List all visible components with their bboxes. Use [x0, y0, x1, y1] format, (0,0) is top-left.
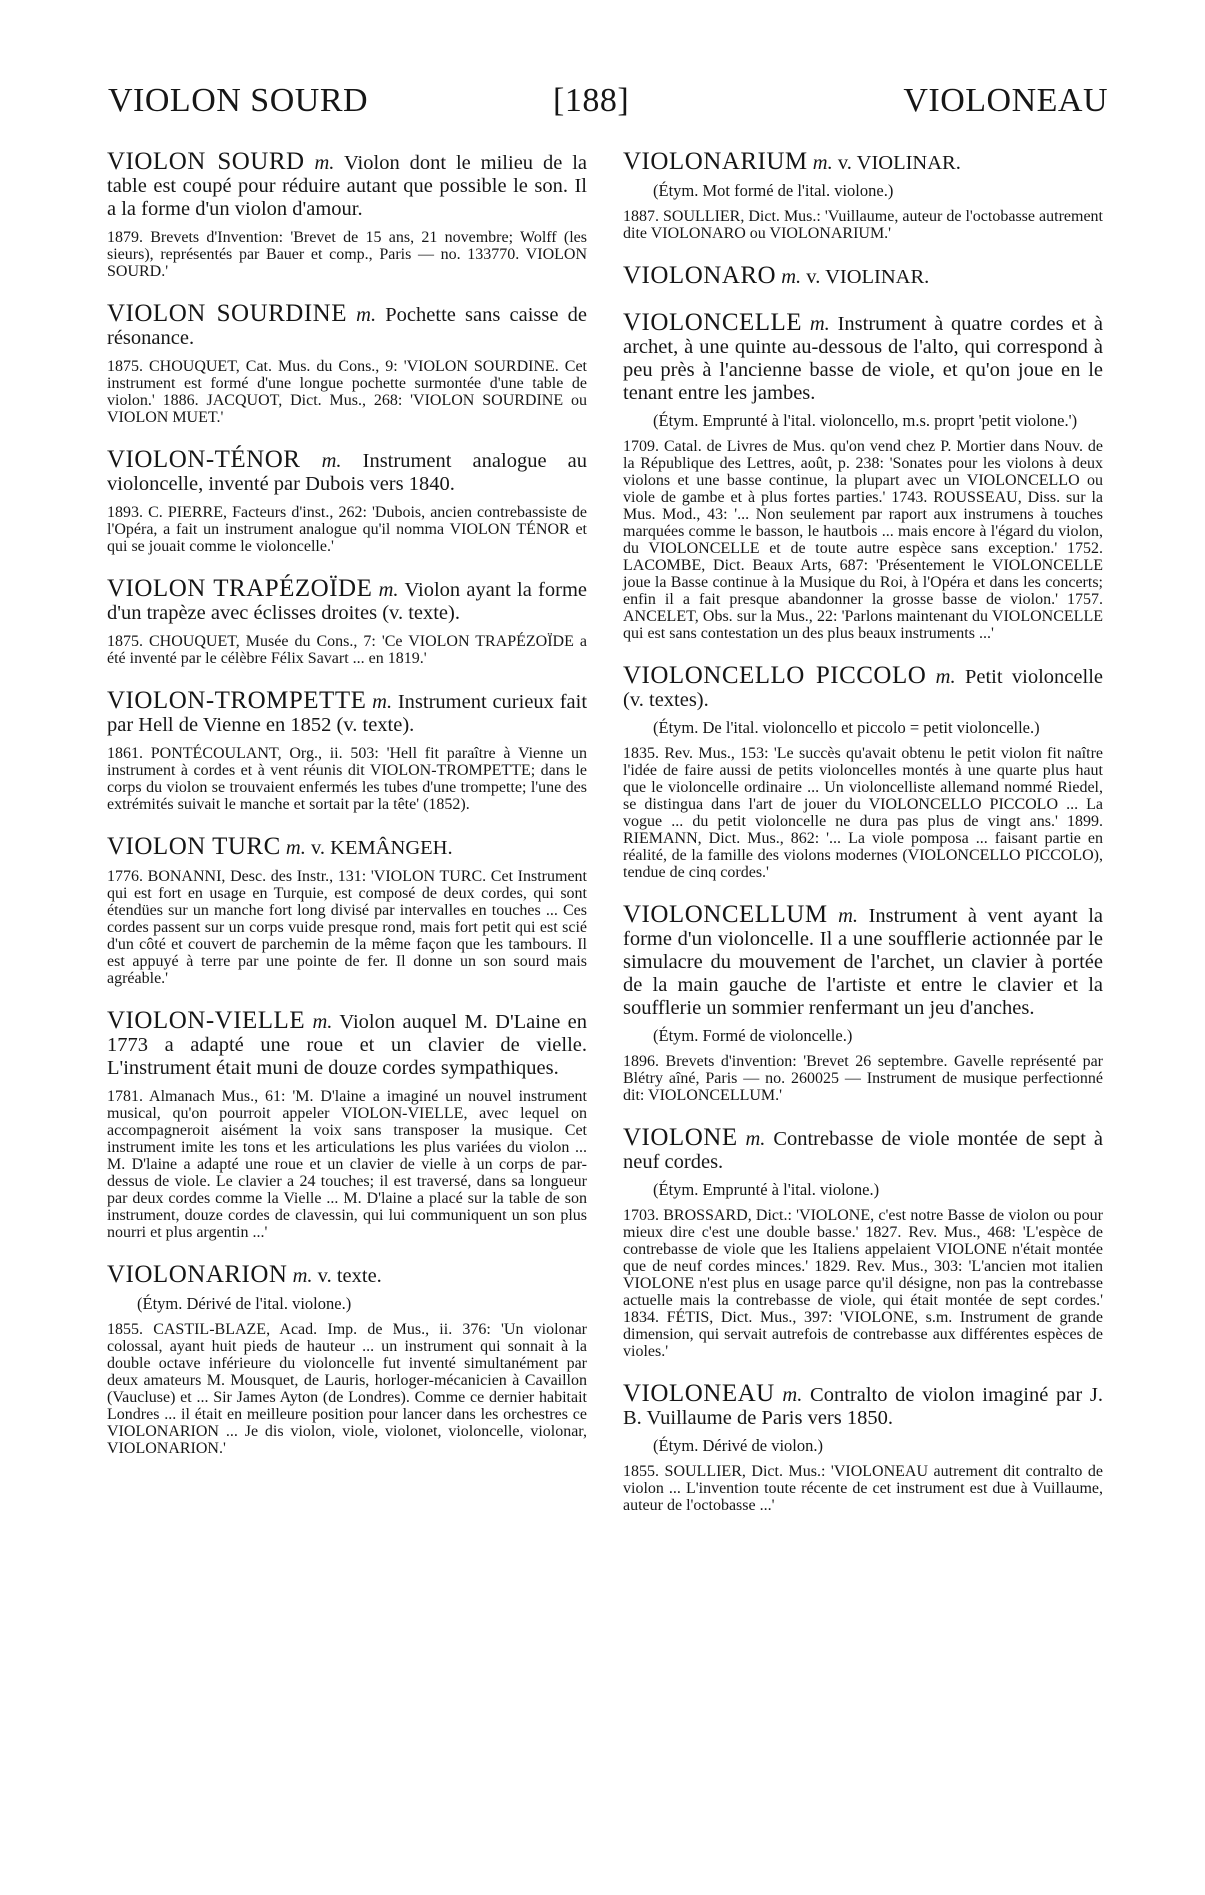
- entry-definition-block: [107, 150, 587, 221]
- dictionary-entry: [107, 689, 587, 813]
- entry-definition: Instrument analogue au violoncelle, inventé par Dubois vers 1840.: [107, 450, 587, 495]
- dictionary-entry: [623, 1382, 1103, 1514]
- entry-citation: 1709. Catal. de Livres de Mus. qu'on vend chez P. Mortier dans Nouv. de la République des Lettres, août, p. 238: 'Sonates pour les violons à deux violons et une basse continue, la plupart avec un VIOLONCELLO ou viole de gambe et à plus fortes parties.' 1743. ROUSSEAU, Diss. sur la Mus. Mod., 43: '... Non seulement par raport aux instrumens à touches marquées comme le basson, le hautbois ... mais encore à l'égard du violon, du VIOLONCELLE et de toute autre espèce sans exception.' 1752. LACOMBE, Dict. Beaux Arts, 687: 'Présentement le VIOLONCELLE joue la Basse continue à la Musique du Roi, à l'Opéra et dans les concerts; enfin il a fait presque abandonner la grosse basse de violon.' 1757. ANCELET, Obs. sur la Mus., 22: 'Parlons maintenant du VIOLONCELLE qui est sans contestation un des plus beaux instruments ...': [623, 438, 1103, 642]
- dictionary-entry: [623, 264, 1103, 289]
- entry-definition: Contrebasse de viole montée de sept à neuf cordes.: [623, 1128, 1103, 1173]
- entry-definition-block: [623, 903, 1103, 1020]
- entry-headword: VIOLON TRAPÉZOÏDE: [107, 575, 373, 602]
- dictionary-entry: [107, 448, 587, 555]
- entry-definition-block: [623, 264, 1103, 289]
- entry-headword: VIOLONCELLO PICCOLO: [623, 662, 927, 689]
- entry-etymology: (Étym. Mot formé de l'ital. violone.): [653, 181, 894, 200]
- entry-citation: 1855. SOULLIER, Dict. Mus.: 'VIOLONEAU autrement dit contralto de violon ... L'invention toute récente de cet instrument est due à Vuillaume, auteur de l'octobasse ...': [623, 1463, 1103, 1514]
- entry-part-of-speech: m.: [292, 1265, 313, 1287]
- entry-definition: v. texte.: [317, 1265, 382, 1287]
- entry-citation: 1887. SOULLIER, Dict. Mus.: 'Vuillaume, auteur de l'octobasse autrement dite VIOLONARO ou VIOLONARIUM.': [623, 208, 1103, 242]
- dictionary-entry: [107, 302, 587, 426]
- entry-definition: v. KEMÂNGEH.: [310, 837, 453, 859]
- entry-definition-block: [623, 664, 1103, 712]
- entry-definition-block: [107, 448, 587, 496]
- entry-citation: 1896. Brevets d'invention: 'Brevet 26 septembre. Gavelle représenté par Blétry aîné, Paris — no. 260025 — Instrument de musique perfectionné dit: VIOLONCELLUM.': [623, 1053, 1103, 1104]
- page-number: [188]: [553, 82, 630, 119]
- entry-definition-block: [107, 689, 587, 737]
- entry-headword: VIOLON SOURD: [107, 148, 305, 175]
- entry-headword: VIOLONEAU: [623, 1380, 775, 1407]
- entry-part-of-speech: m.: [782, 1384, 803, 1406]
- entry-definition: Instrument à vent ayant la forme d'un violoncelle. Il a une soufflerie actionnée par le simulacre du mouvement de l'archet, un clavier à portée de la main gauche de l'artiste et entre le clavier et la soufflerie un sommier renfermant un jeu d'anches.: [623, 905, 1104, 1019]
- entry-headword: VIOLONE: [623, 1124, 738, 1151]
- entry-definition: Violon auquel M. D'Laine en 1773 a adapté une roue et un clavier de vielle. L'instrument était muni de douze cordes sympathiques.: [107, 1011, 587, 1079]
- entry-part-of-speech: m.: [321, 450, 342, 472]
- entry-headword: VIOLON-TÉNOR: [107, 446, 301, 473]
- entry-headword: VIOLONCELLUM: [623, 901, 828, 928]
- entry-definition-block: [107, 835, 587, 860]
- dictionary-entry: [623, 1126, 1103, 1360]
- entry-headword: VIOLON SOURDINE: [107, 300, 347, 327]
- entry-part-of-speech: m.: [809, 313, 830, 335]
- entry-citation: 1855. CASTIL-BLAZE, Acad. Imp. de Mus., ii. 376: 'Un violonar colossal, ayant huit pieds de hauteur ... un instrument qui sonnait à la double octave inférieure du violoncelle fut inventé simultanément par deux amateurs M. Mousquet, de Lauris, horloger-mécanicien à Cavaillon (Vaucluse) et ... Sir James Ayton (de Londres). Comme ce dernier habitait Londres ... il était en meilleure position pour lancer dans les orchestres ce VIOLONARION ... Je dis violon, viole, violonet, violoncelle, violonar, VIOLONARION.': [107, 1321, 587, 1457]
- entry-citation: 1781. Almanach Mus., 61: 'M. D'laine a imaginé un nouvel instrument musical, qu'on pourroit appeler VIOLON-VIELLE, avec lequel on accompagneroit aisément la voix sans transposer la musique. Cet instrument imite les tons et les articulations les plus variées du violon ... M. D'laine a adapté une roue et un clavier de vielle à un corps de par-dessus de viole. Le clavier a 24 touches; il est traversé, dans sa longueur par deux cordes comme la Vielle ... M. D'laine a placé sur la table de son instrument, douze cordes de clavessin, qui lui communiquent un son plus nourri et plus argentin ...': [107, 1088, 587, 1241]
- entry-part-of-speech: m.: [372, 691, 393, 713]
- entry-definition: Violon ayant la forme d'un trapèze avec éclisses droites (v. texte).: [107, 579, 587, 624]
- entry-etymology: (Étym. Emprunté à l'ital. violone.): [653, 1180, 880, 1199]
- entry-part-of-speech: m.: [781, 266, 802, 288]
- dictionary-entry: [107, 1009, 587, 1241]
- entry-etymology: (Étym. Formé de violoncelle.): [653, 1026, 853, 1045]
- entry-definition-block: [623, 311, 1103, 405]
- entry-definition-block: [107, 1263, 587, 1288]
- entry-citation: 1875. CHOUQUET, Cat. Mus. du Cons., 9: 'VIOLON SOURDINE. Cet instrument est formé d'une longue pochette surmontée d'une table de violon.' 1886. JACQUOT, Dict. Mus., 268: 'VIOLON SOURDINE ou VIOLON MUET.': [107, 358, 587, 426]
- entry-definition: Violon dont le milieu de la table est coupé pour réduire autant que possible le son. Il a la forme d'un violon d'amour.: [107, 152, 587, 220]
- right-column: [623, 150, 1103, 1536]
- entry-etymology: (Étym. De l'ital. violoncello et piccolo = petit violoncelle.): [653, 718, 1040, 737]
- entry-part-of-speech: m.: [935, 666, 956, 688]
- entry-headword: VIOLONARION: [107, 1261, 288, 1288]
- entry-citation: 1879. Brevets d'Invention: 'Brevet de 15 ans, 21 novembre; Wolff (les sieurs), représentés par Bauer et comp., Paris — no. 133770. VIOLON SOURD.': [107, 229, 587, 280]
- entry-etymology: (Étym. Dérivé de violon.): [653, 1436, 823, 1455]
- entry-citation: 1875. CHOUQUET, Musée du Cons., 7: 'Ce VIOLON TRAPÉZOÏDE a été inventé par le célèbre Félix Savart ... en 1819.': [107, 633, 587, 667]
- entry-part-of-speech: m.: [838, 905, 859, 927]
- entry-definition: Instrument curieux fait par Hell de Vienne en 1852 (v. texte).: [107, 691, 588, 736]
- entry-headword: VIOLON TURC: [107, 833, 281, 860]
- entry-definition-block: [107, 302, 587, 350]
- dictionary-entry: [623, 903, 1103, 1104]
- left-column: [107, 150, 587, 1479]
- entry-part-of-speech: m.: [745, 1128, 766, 1150]
- dictionary-entry: [107, 835, 587, 987]
- entry-part-of-speech: m.: [356, 304, 377, 326]
- entry-headword: VIOLONCELLE: [623, 309, 803, 336]
- entry-etymology: (Étym. Emprunté à l'ital. violoncello, m.s. proprt 'petit violone.'): [653, 411, 1078, 430]
- entry-part-of-speech: m.: [378, 579, 399, 601]
- dictionary-entry: [107, 1263, 587, 1457]
- entry-citation: 1703. BROSSARD, Dict.: 'VIOLONE, c'est notre Basse de violon ou pour mieux dire c'est une double basse.' 1827. Rev. Mus., 468: 'L'espèce de contrebasse de viole que les Italiens appelaient VIOLONE n'était montée que de neuf cordes minces.' 1829. Rev. Mus., 303: 'L'ancien mot italien VIOLONE n'est plus en usage parce qu'il désigne, non pas la contrebasse actuelle mais la contrebasse de viole, qui était montée de sept cordes.' 1834. FÉTIS, Dict. Mus., 397: 'VIOLONE, s.m. Instrument de grande dimension, qui servait autrefois de contrebasse aux différentes espèces de violes.': [623, 1207, 1103, 1360]
- dictionary-entry: [623, 150, 1103, 242]
- entry-definition-block: [623, 1382, 1103, 1430]
- header-right-word: VIOLONEAU: [903, 82, 1108, 119]
- entry-part-of-speech: m.: [312, 1011, 333, 1033]
- dictionary-entry: [623, 311, 1103, 642]
- entry-definition: Instrument à quatre cordes et à archet, à une quinte au-dessous de l'alto, qui correspond à peu près à l'ancienne basse de viole, et qu'on joue en le tenant entre les jambes.: [623, 313, 1104, 404]
- entry-etymology: (Étym. Dérivé de l'ital. violone.): [137, 1294, 352, 1313]
- entry-definition: v. VIOLINAR.: [806, 266, 930, 288]
- entry-part-of-speech: m.: [812, 152, 833, 174]
- entry-part-of-speech: m.: [285, 837, 306, 859]
- entry-definition: Contralto de violon imaginé par J. B. Vuillaume de Paris vers 1850.: [623, 1384, 1104, 1429]
- entry-headword: VIOLONARIUM: [623, 148, 808, 175]
- entry-headword: VIOLONARO: [623, 262, 777, 289]
- dictionary-entry: [107, 577, 587, 667]
- entry-headword: VIOLON-TROMPETTE: [107, 687, 367, 714]
- entry-definition: v. VIOLINAR.: [837, 152, 961, 174]
- entry-definition-block: [107, 1009, 587, 1080]
- entry-citation: 1835. Rev. Mus., 153: 'Le succès qu'avait obtenu le petit violon fit naître l'idée de faire aussi de petits violoncelles montés à une quarte plus haut que le violoncelle ordinaire ... Un violoncelliste allemand nommé Riedel, se distingua dans l'art de jouer du VIOLONCELLO PICCOLO ... La vogue ... du petit violoncelle ne dura pas plus de vingt ans.' 1899. RIEMANN, Dict. Mus., 862: '... La viole pomposa ... faisant partie en réalité, de la famille des violons modernes (VIOLONCELLO PICCOLO), tendue de cinq cordes.': [623, 745, 1103, 881]
- entry-definition-block: [623, 150, 1103, 175]
- entry-citation: 1776. BONANNI, Desc. des Instr., 131: 'VIOLON TURC. Cet Instrument qui est fort en usage en Turquie, est composé de deux cordes, qui sont étendües sur un manche fort long divisé par intervalles en touches ... Ces cordes passent sur un corps vuide presque rond, mais fort petit qui est scié d'un côté et couvert de parchemin de la même façon que les tambours. Il est appuyé à terre par une pointe de fer. Il donne un son sourd mais agréable.': [107, 868, 587, 987]
- entry-definition-block: [623, 1126, 1103, 1174]
- entry-definition-block: [107, 577, 587, 625]
- entry-part-of-speech: m.: [314, 152, 335, 174]
- dictionary-entry: [623, 664, 1103, 881]
- header-left-word: VIOLON SOURD: [108, 82, 369, 119]
- running-header: [108, 82, 1108, 132]
- entry-headword: VIOLON-VIELLE: [107, 1007, 306, 1034]
- entry-citation: 1893. C. PIERRE, Facteurs d'inst., 262: 'Dubois, ancien contrebassiste de l'Opéra, a fait un instrument analogue qu'il nomma VIOLON TÉNOR et qui se jouait comme le violoncelle.': [107, 504, 587, 555]
- entry-definition: Pochette sans caisse de résonance.: [107, 304, 587, 349]
- dictionary-entry: [107, 150, 587, 280]
- entry-citation: 1861. PONTÉCOULANT, Org., ii. 503: 'Hell fit paraître à Vienne un instrument à cordes et à vent réunis dit VIOLON-TROMPETTE; dans le corps du violon se trouvaient enfermés les tubes d'une trompette; l'une des extrémités suivait le manche et sortait par la tête' (1852).: [107, 745, 587, 813]
- entry-definition: Petit violoncelle (v. textes).: [623, 666, 1103, 711]
